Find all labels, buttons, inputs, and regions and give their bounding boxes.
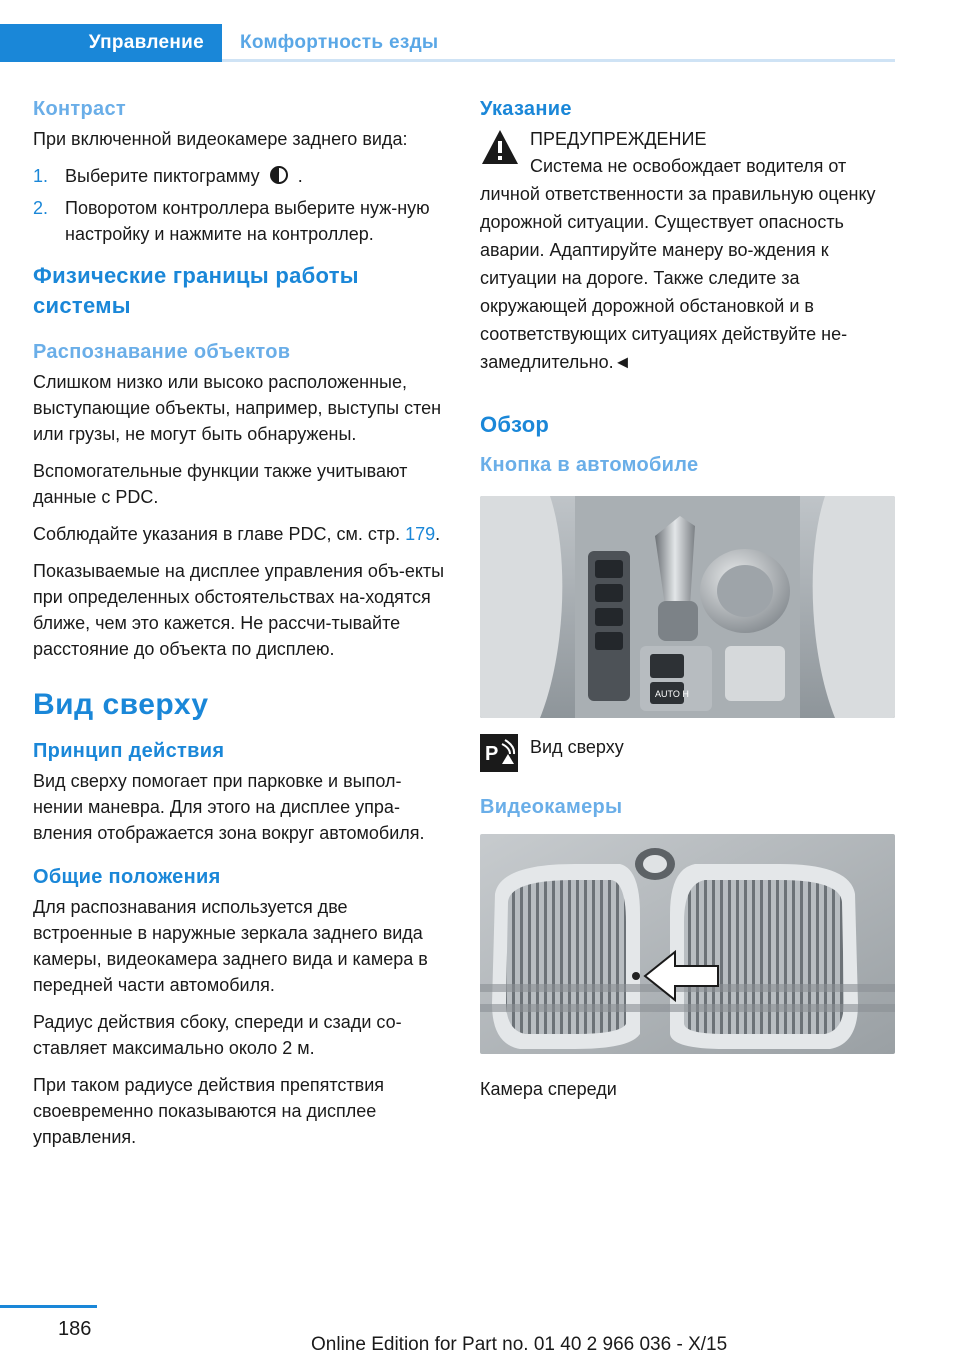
range-text: Радиус действия сбоку, спереди и сзади со‐ставляет максимально около 2 м. (33, 1012, 402, 1058)
warning-text: Система не освобождает водителя от личной ответственности за правильную оценку дорожной ситуации. Существует опасность аварии. Адаптируйте манеру во‐ждения к ситуации на дороге. Также следите за окружающей дорожной обстановкой и в соответствующих ситуациях действуйте не‐замедлительно.◄ (480, 156, 876, 372)
display-text: При таком радиусе действия препятствия своевременно показываются на дисплее управления. (33, 1075, 384, 1147)
svg-text:P: P (485, 743, 499, 765)
center-console-photo (480, 496, 895, 718)
step-text-end: . (297, 166, 303, 186)
warning-block (480, 126, 895, 376)
tab-control[interactable] (0, 24, 222, 62)
contrast-intro: При включенной видеокамере заднего вида: (33, 129, 408, 149)
top-view-caption: Вид сверху (530, 737, 624, 757)
contrast-icon (269, 165, 289, 185)
tab-driving-comfort[interactable] (240, 24, 438, 62)
front-camera-photo (480, 834, 895, 1054)
header-tabbar (0, 24, 895, 62)
recognition-para: Слишком низко или высоко расположенные, выступающие объекты, например, выступы стен или грузы, не могут быть обнаружены. (33, 372, 442, 444)
warning-triangle-icon (480, 128, 520, 166)
step-item (33, 195, 445, 247)
step-number: 1. (33, 166, 49, 186)
right-column (480, 96, 895, 1113)
display-distance-para: Показываемые на дисплее управления объ‐екты при определенных обстоятельствах на‐ходятся ближе, чем это кажется. Не рассчи‐тывайте расстояние до объекта по дисплею. (33, 561, 445, 659)
step-number: 2. (33, 198, 49, 218)
front-camera-caption: Камера спереди (480, 1079, 617, 1099)
pdc-para: Вспомогательные функции также учитывают данные с PDC. (33, 461, 408, 507)
contrast-heading: Контраст (33, 98, 126, 120)
edition-text: Online Edition for Part no. 01 40 2 966 036 - X/15 (311, 1334, 728, 1355)
physical-limits-heading: Физические границы работы системы (33, 263, 359, 318)
general-text: Для распознавания используется две встроенные в наружные зеркала заднего вида камеры, видеокамера заднего вида и камера в передней части автомобиля. (33, 897, 428, 995)
left-column (33, 96, 445, 1161)
page-link[interactable]: 179 (405, 524, 436, 544)
auto-hold-label: AUTO H (655, 689, 689, 699)
pdc-reference-text: Соблюдайте указания в главе PDC, см. стр. (33, 524, 401, 544)
tab-driving-comfort-label: Комфортность езды (240, 32, 439, 53)
principle-heading: Принцип действия (33, 740, 225, 762)
cameras-heading: Видеокамеры (480, 796, 623, 818)
parking-camera-icon (480, 734, 518, 772)
page-number: 186 (58, 1318, 92, 1340)
pdc-reference-para (33, 521, 445, 547)
general-heading: Общие положения (33, 866, 221, 888)
top-view-button-caption (480, 734, 895, 774)
footer-rule (0, 1305, 97, 1308)
header-rule (222, 59, 895, 62)
step-item (33, 163, 445, 189)
step-text: Выберите пиктограмму (65, 166, 260, 186)
recognition-heading: Распознавание объектов (33, 341, 291, 363)
pdc-reference-end: . (435, 524, 441, 544)
steps-list (33, 163, 445, 247)
button-heading: Кнопка в автомобиле (480, 454, 699, 476)
step-text: Поворотом контроллера выберите нуж‐ную настройку и нажмите на контроллер. (65, 198, 430, 244)
top-view-heading: Вид сверху (33, 688, 209, 721)
note-heading: Указание (480, 98, 572, 120)
principle-text: Вид сверху помогает при парковке и выпол‐нении маневра. Для этого на дисплее упра‐вления отображается зона вокруг автомобиля. (33, 771, 425, 843)
tab-control-label: Управление (88, 32, 204, 53)
warning-title: ПРЕДУПРЕЖДЕНИЕ (530, 129, 707, 149)
overview-heading: Обзор (480, 412, 550, 437)
